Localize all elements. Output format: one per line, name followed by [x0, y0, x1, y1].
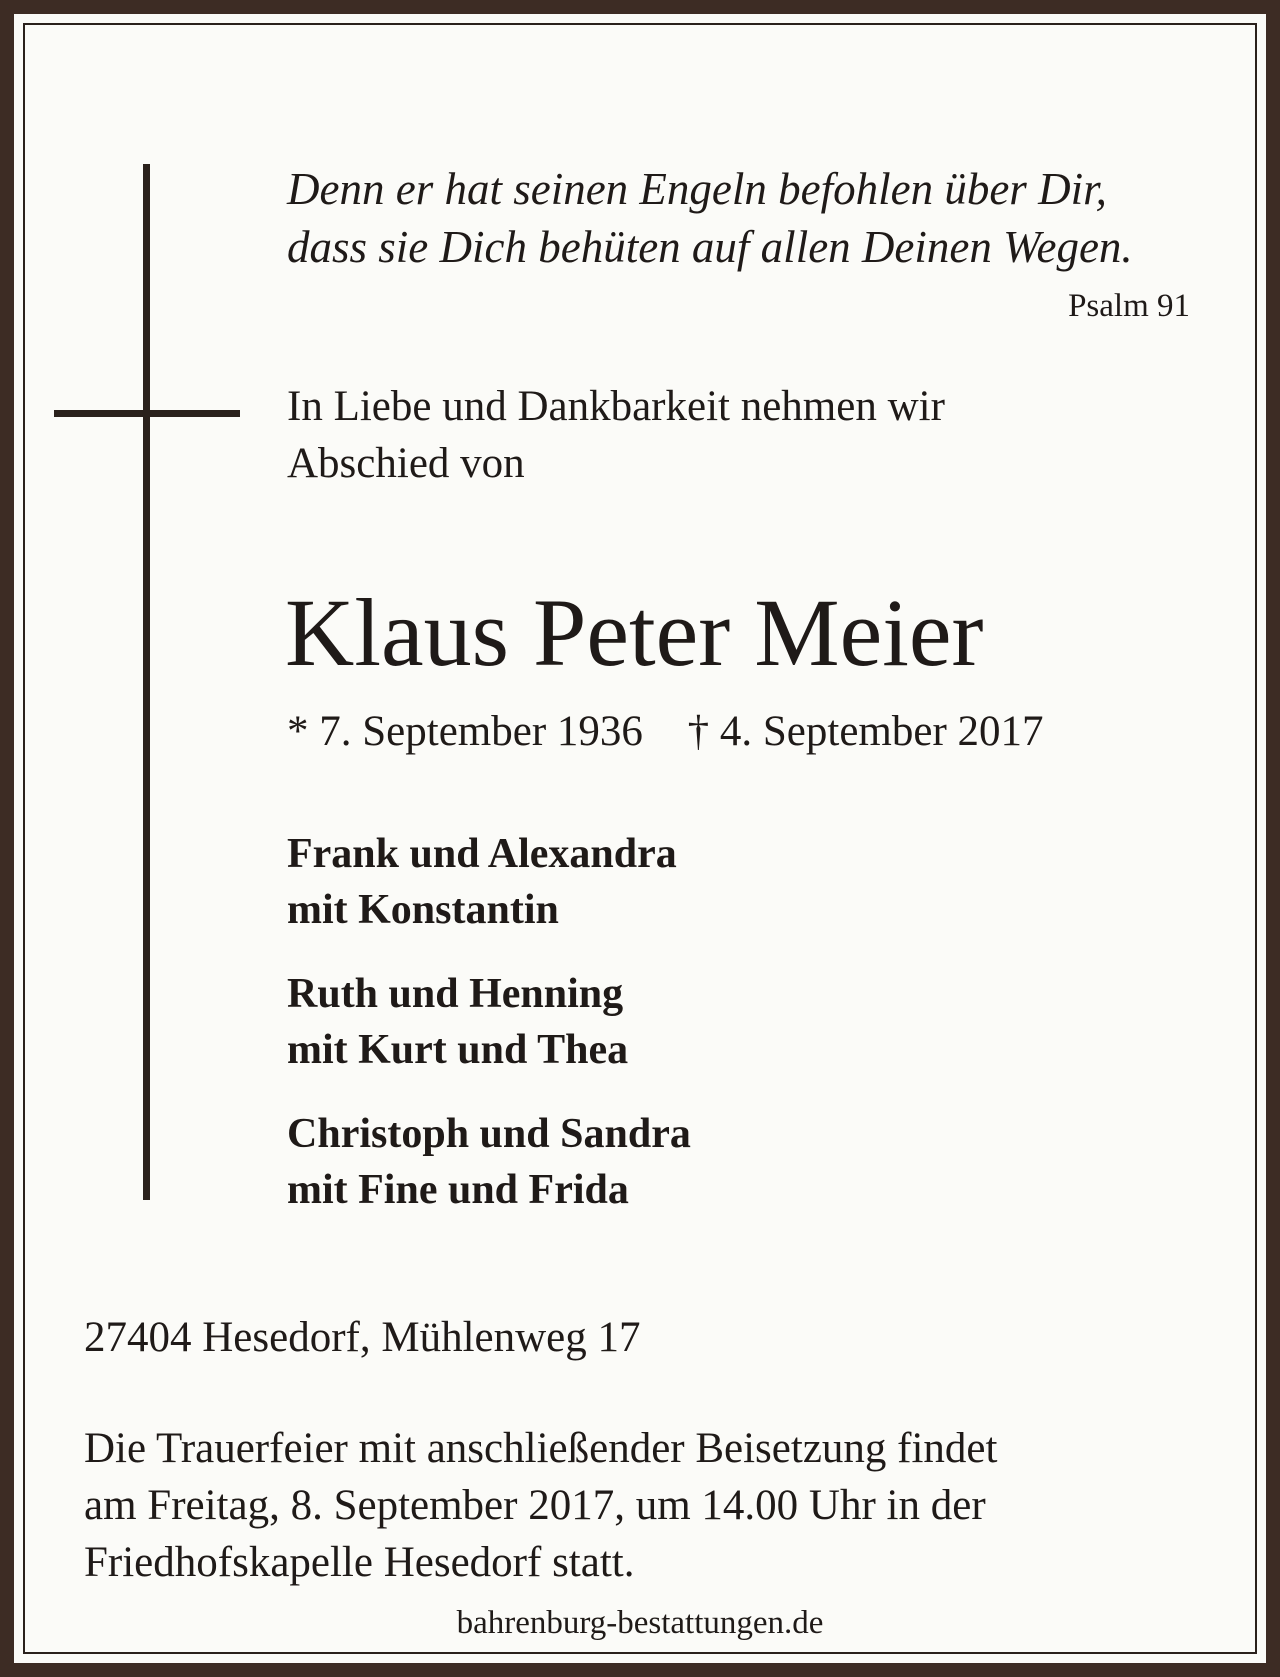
life-dates [287, 706, 1044, 758]
ceremony-line: Die Trauerfeier mit anschließender Beisetzung findet [84, 1425, 998, 1472]
cross-icon-horizontal-bar [54, 410, 240, 417]
family-line: Frank und Alexandra [287, 831, 677, 877]
bible-quote [287, 160, 1133, 276]
family-line: Ruth und Henning [287, 971, 624, 1017]
ceremony-line: am Freitag, 8. September 2017, um 14.00 Uhr in der [84, 1482, 986, 1529]
farewell-intro-line: Abschied von [287, 440, 525, 487]
death-date: † 4. September 2017 [687, 708, 1044, 755]
family-line: Christoph und Sandra [287, 1111, 691, 1157]
family-line: mit Fine und Frida [287, 1167, 629, 1213]
funeral-ceremony-info [84, 1420, 997, 1591]
ceremony-line: Friedhofskapelle Hesedorf statt. [84, 1539, 635, 1586]
mourning-families [287, 826, 691, 1246]
obituary-card [14, 14, 1266, 1663]
bible-quote-line: dass sie Dich behüten auf allen Deinen Wegen. [287, 222, 1133, 272]
bible-quote-line: Denn er hat seinen Engeln befohlen über Dir, [287, 164, 1107, 214]
birth-date: * 7. September 1936 [287, 708, 643, 755]
family-line: mit Konstantin [287, 887, 559, 933]
cross-icon-vertical-bar [143, 164, 150, 1200]
farewell-intro-line: In Liebe und Dankbarkeit nehmen wir [287, 383, 945, 430]
farewell-intro [287, 378, 945, 492]
family-line: mit Kurt und Thea [287, 1027, 629, 1073]
family-group [287, 1106, 691, 1218]
family-address: 27404 Hesedorf, Mühlenweg 17 [84, 1314, 641, 1361]
family-group [287, 826, 691, 938]
funeral-home-website: bahrenburg-bestattungen.de [456, 1605, 824, 1641]
deceased-name: Klaus Peter Meier [285, 579, 984, 686]
quote-source: Psalm 91 [1068, 288, 1190, 324]
family-group [287, 966, 691, 1078]
